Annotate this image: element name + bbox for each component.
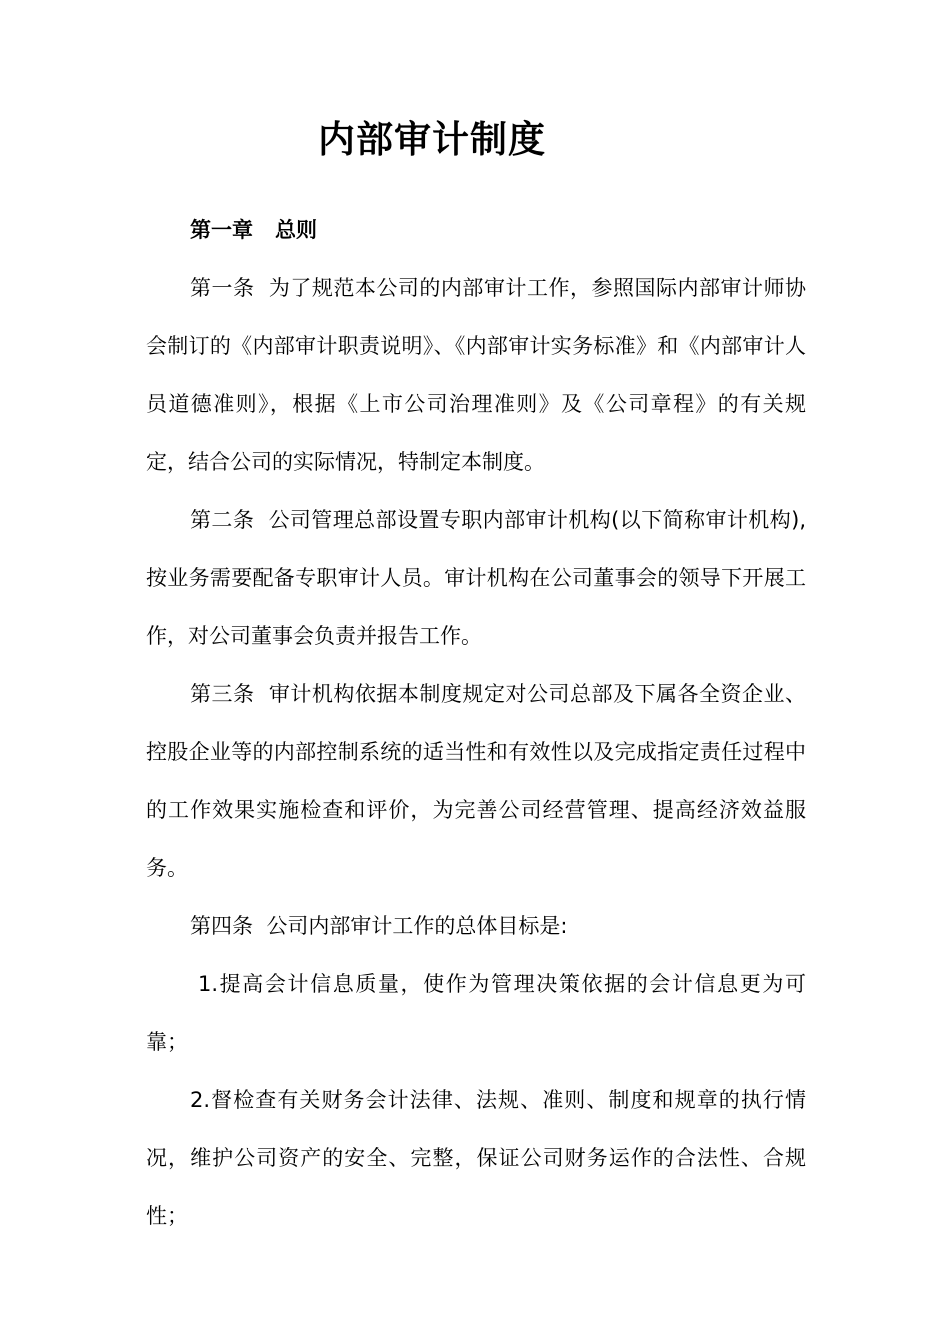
article-2 <box>146 491 806 665</box>
article-label: 第四条 <box>190 914 253 938</box>
chapter-name: 总则 <box>275 218 317 242</box>
article-text: 公司内部审计工作的总体目标是: <box>266 914 568 938</box>
article-1 <box>146 259 806 491</box>
list-item: 1.提高会计信息质量，使作为管理决策依据的会计信息更为可靠； <box>146 972 806 1054</box>
article-label: 第一条 <box>190 276 255 300</box>
document-title: 内部审计制度 <box>318 118 546 161</box>
article-text: 审计机构依据本制度规定对公司总部及下属各全资企业、控股企业等的内部控制系统的适当性和有效性以及完成指定责任过程中的工作效果实施检查和评价，为完善公司经营管理、提高经济效益服务。 <box>146 682 807 880</box>
chapter-heading <box>146 201 806 259</box>
article-label: 第二条 <box>190 508 255 532</box>
article-4 <box>146 897 806 955</box>
article-text: 公司管理总部设置专职内部审计机构(以下简称审计机构),按业务需要配备专职审计人员。审计机构在公司董事会的领导下开展工作，对公司董事会负责并报告工作。 <box>146 508 807 648</box>
list-item: 2.督检查有关财务会计法律、法规、准则、制度和规章的执行情况，维护公司资产的安全、完整，保证公司财务运作的合法性、合规性； <box>146 1088 806 1228</box>
article-label: 第三条 <box>190 682 255 706</box>
article-text: 为了规范本公司的内部审计工作，参照国际内部审计师协会制订的《内部审计职责说明》、《内部审计实务标准》和《内部审计人员道德准则》，根据《上市公司治理准则》及《公司章程》的有关规定，结合公司的实际情况，特制定本制度。 <box>146 276 807 474</box>
article-3 <box>146 665 806 897</box>
document-body <box>146 201 806 1245</box>
chapter-label: 第一章 <box>190 218 253 242</box>
